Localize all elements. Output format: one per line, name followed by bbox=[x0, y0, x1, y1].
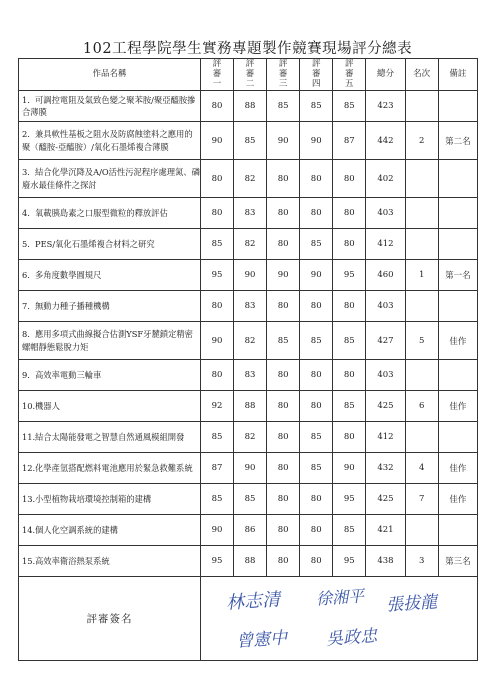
judge-score-2: 88 bbox=[234, 391, 267, 422]
judge-score-5: 80 bbox=[333, 198, 366, 229]
project-name bbox=[19, 391, 201, 422]
header-judge-label: 評審一 bbox=[212, 59, 222, 90]
table-row bbox=[19, 515, 478, 546]
judge-score-3: 80 bbox=[267, 546, 300, 577]
judge-score-3: 80 bbox=[267, 422, 300, 453]
judge-score-2: 82 bbox=[234, 229, 267, 260]
judge-score-5: 85 bbox=[333, 391, 366, 422]
judge-score-4: 90 bbox=[300, 260, 333, 291]
project-title: 結合太陽能發電之智慧自然通風模組開發 bbox=[35, 431, 185, 442]
judge-score-2: 86 bbox=[234, 515, 267, 546]
rank bbox=[405, 229, 438, 260]
project-name bbox=[19, 198, 201, 229]
table-row bbox=[19, 453, 478, 484]
signature-area bbox=[200, 577, 477, 661]
total-score: 421 bbox=[366, 515, 405, 546]
project-number: 12. bbox=[22, 462, 36, 473]
header-judge-label: 評審二 bbox=[245, 59, 255, 90]
judge-score-1: 85 bbox=[200, 229, 233, 260]
judge-score-5: 80 bbox=[333, 229, 366, 260]
judge-score-1: 80 bbox=[200, 291, 233, 322]
header-rank: 名次 bbox=[405, 59, 438, 91]
project-number: 9. bbox=[22, 369, 30, 380]
judge-score-4: 80 bbox=[300, 546, 333, 577]
table-row bbox=[19, 322, 478, 360]
judge-score-2: 88 bbox=[234, 546, 267, 577]
judge-score-5: 85 bbox=[333, 91, 366, 122]
judge-score-5: 80 bbox=[333, 360, 366, 391]
rank bbox=[405, 422, 438, 453]
judge-score-5: 85 bbox=[333, 322, 366, 360]
judge-score-1: 95 bbox=[200, 546, 233, 577]
total-score: 438 bbox=[366, 546, 405, 577]
rank: 3 bbox=[405, 546, 438, 577]
judge-score-1: 80 bbox=[200, 160, 233, 198]
rank bbox=[405, 198, 438, 229]
judge-score-4: 80 bbox=[300, 291, 333, 322]
judge-score-3: 80 bbox=[267, 229, 300, 260]
project-name bbox=[19, 360, 201, 391]
judge-score-4: 90 bbox=[300, 122, 333, 160]
total-score: 403 bbox=[366, 198, 405, 229]
remark bbox=[438, 229, 477, 260]
judge-score-3: 80 bbox=[267, 515, 300, 546]
judge-score-4: 80 bbox=[300, 484, 333, 515]
judge-score-5: 85 bbox=[333, 515, 366, 546]
project-number: 5. bbox=[22, 238, 30, 249]
judge-score-3: 80 bbox=[267, 291, 300, 322]
project-title: 機器人 bbox=[35, 400, 60, 411]
header-judge-label: 評審三 bbox=[278, 59, 288, 90]
project-title: 高效率衛浴熱泵系統 bbox=[35, 555, 110, 566]
total-score: 460 bbox=[366, 260, 405, 291]
remark bbox=[438, 515, 477, 546]
remark bbox=[438, 422, 477, 453]
table-row bbox=[19, 360, 478, 391]
project-number: 4. bbox=[22, 207, 30, 218]
remark: 佳作 bbox=[438, 322, 477, 360]
judge-score-3: 80 bbox=[267, 484, 300, 515]
total-score: 432 bbox=[366, 453, 405, 484]
judge-score-3: 80 bbox=[267, 453, 300, 484]
rank: 5 bbox=[405, 322, 438, 360]
header-judge-label: 評審四 bbox=[311, 59, 321, 90]
header-name: 作品名稱 bbox=[19, 59, 201, 91]
signature-4: 曾憲中 bbox=[235, 628, 288, 652]
rank: 2 bbox=[405, 122, 438, 160]
judge-score-3: 80 bbox=[267, 198, 300, 229]
project-title: 個人化空調系統的建構 bbox=[35, 524, 118, 535]
judge-score-3: 85 bbox=[267, 322, 300, 360]
judge-score-2: 83 bbox=[234, 291, 267, 322]
header-judge-2 bbox=[234, 59, 267, 91]
remark: 佳作 bbox=[438, 453, 477, 484]
total-score: 425 bbox=[366, 484, 405, 515]
remark: 第三名 bbox=[438, 546, 477, 577]
project-number: 8. bbox=[22, 329, 30, 340]
table-row bbox=[19, 122, 478, 160]
project-number: 14. bbox=[22, 524, 36, 535]
remark: 第二名 bbox=[438, 122, 477, 160]
remark: 佳作 bbox=[438, 484, 477, 515]
judge-score-1: 87 bbox=[200, 453, 233, 484]
judge-score-5: 80 bbox=[333, 291, 366, 322]
project-title: PES/氧化石墨烯複合材料之研究 bbox=[35, 238, 155, 249]
rank bbox=[405, 291, 438, 322]
project-title: 高效率電動三輪車 bbox=[35, 369, 102, 380]
signature-5: 吳政忠 bbox=[325, 626, 378, 650]
rank bbox=[405, 360, 438, 391]
judge-score-5: 90 bbox=[333, 453, 366, 484]
judge-score-3: 80 bbox=[267, 160, 300, 198]
project-name bbox=[19, 515, 201, 546]
signature-label: 評審簽名 bbox=[19, 577, 201, 661]
judge-score-1: 80 bbox=[200, 360, 233, 391]
signature-row bbox=[19, 577, 478, 661]
judge-score-4: 85 bbox=[300, 229, 333, 260]
project-number: 13. bbox=[22, 493, 36, 504]
project-number: 2. bbox=[22, 129, 30, 140]
judge-score-1: 85 bbox=[200, 484, 233, 515]
judge-score-5: 87 bbox=[333, 122, 366, 160]
project-name bbox=[19, 160, 201, 198]
project-title: 小型植物栽培環境控制箱的建構 bbox=[35, 493, 152, 504]
project-name bbox=[19, 453, 201, 484]
total-score: 425 bbox=[366, 391, 405, 422]
project-name bbox=[19, 291, 201, 322]
judge-score-4: 85 bbox=[300, 422, 333, 453]
judge-score-3: 80 bbox=[267, 360, 300, 391]
judge-score-1: 85 bbox=[200, 422, 233, 453]
judge-score-5: 95 bbox=[333, 484, 366, 515]
signature-1: 林志清 bbox=[225, 589, 281, 614]
judge-score-4: 85 bbox=[300, 322, 333, 360]
total-score: 403 bbox=[366, 291, 405, 322]
project-name bbox=[19, 546, 201, 577]
table-row bbox=[19, 422, 478, 453]
judge-score-1: 95 bbox=[200, 260, 233, 291]
judge-score-1: 90 bbox=[200, 515, 233, 546]
judge-score-3: 90 bbox=[267, 260, 300, 291]
judge-score-1: 90 bbox=[200, 322, 233, 360]
total-score: 427 bbox=[366, 322, 405, 360]
total-score: 442 bbox=[366, 122, 405, 160]
judge-score-1: 80 bbox=[200, 91, 233, 122]
judge-score-2: 85 bbox=[234, 484, 267, 515]
remark bbox=[438, 291, 477, 322]
table-row bbox=[19, 546, 478, 577]
remark bbox=[438, 198, 477, 229]
judge-score-2: 82 bbox=[234, 322, 267, 360]
project-title: 可調控電阻及氣致色變之聚苯胺/聚亞醯胺摻合薄膜 bbox=[22, 94, 196, 117]
remark: 佳作 bbox=[438, 391, 477, 422]
judge-score-1: 90 bbox=[200, 122, 233, 160]
judge-score-2: 83 bbox=[234, 198, 267, 229]
judge-score-2: 82 bbox=[234, 160, 267, 198]
judge-score-5: 95 bbox=[333, 546, 366, 577]
judge-score-2: 83 bbox=[234, 360, 267, 391]
judge-score-2: 82 bbox=[234, 422, 267, 453]
header-judge-label: 評審五 bbox=[345, 59, 354, 90]
judge-score-1: 80 bbox=[200, 198, 233, 229]
total-score: 423 bbox=[366, 91, 405, 122]
judge-score-4: 80 bbox=[300, 198, 333, 229]
signature-2: 徐湘平 bbox=[315, 586, 365, 609]
header-judge-3 bbox=[267, 59, 300, 91]
remark: 第一名 bbox=[438, 260, 477, 291]
table-row bbox=[19, 91, 478, 122]
project-number: 11. bbox=[22, 431, 36, 442]
judge-score-5: 80 bbox=[333, 422, 366, 453]
total-score: 403 bbox=[366, 360, 405, 391]
remark bbox=[438, 91, 477, 122]
project-name bbox=[19, 122, 201, 160]
rank: 1 bbox=[405, 260, 438, 291]
judge-score-5: 80 bbox=[333, 160, 366, 198]
project-title: 氧載胰島素之口服型微粒的釋放評估 bbox=[35, 207, 168, 218]
page-title: 102工程學院學生實務專題製作競賽現場評分總表 bbox=[82, 41, 413, 57]
header-judge-4 bbox=[300, 59, 333, 91]
remark bbox=[438, 160, 477, 198]
total-score: 412 bbox=[366, 229, 405, 260]
signature-3: 張拔龍 bbox=[385, 592, 438, 616]
total-score: 402 bbox=[366, 160, 405, 198]
judge-score-4: 80 bbox=[300, 360, 333, 391]
judge-score-4: 85 bbox=[300, 453, 333, 484]
project-title: 化學產氫搭配燃料電池應用於緊急救難系統 bbox=[35, 462, 193, 473]
judge-score-2: 90 bbox=[234, 260, 267, 291]
judge-score-4: 80 bbox=[300, 391, 333, 422]
project-number: 1. bbox=[22, 94, 30, 105]
table-row bbox=[19, 160, 478, 198]
table-row bbox=[19, 484, 478, 515]
project-name bbox=[19, 229, 201, 260]
header-remark: 備註 bbox=[438, 59, 477, 91]
header-row bbox=[19, 59, 478, 91]
project-title: 結合化學沉降及A/O活性污泥程序處理氮、磷廢水最佳條件之探討 bbox=[22, 167, 200, 190]
project-name bbox=[19, 322, 201, 360]
project-title: 多角度數學圓規尺 bbox=[35, 269, 102, 280]
table-row bbox=[19, 229, 478, 260]
judge-score-3: 80 bbox=[267, 391, 300, 422]
project-name bbox=[19, 422, 201, 453]
judge-score-4: 80 bbox=[300, 160, 333, 198]
judge-score-4: 85 bbox=[300, 91, 333, 122]
project-title: 兼具軟性基板之阻水及防腐蝕塗料之應用的聚（醯胺-亞醯胺）/氧化石墨烯複合薄膜 bbox=[22, 129, 193, 152]
project-number: 3. bbox=[22, 167, 30, 178]
header-judge-5 bbox=[333, 59, 366, 91]
rank bbox=[405, 515, 438, 546]
rank: 6 bbox=[405, 391, 438, 422]
table-row bbox=[19, 260, 478, 291]
project-title: 應用多項式曲線擬合估測YSF牙麓鎖定精密螺帽靜態鬆脫力矩 bbox=[22, 329, 193, 352]
project-number: 10. bbox=[22, 400, 36, 411]
table-row bbox=[19, 291, 478, 322]
header-judge-1 bbox=[200, 59, 233, 91]
total-score: 412 bbox=[366, 422, 405, 453]
judge-score-4: 80 bbox=[300, 515, 333, 546]
rank bbox=[405, 160, 438, 198]
judge-score-2: 90 bbox=[234, 453, 267, 484]
project-title: 無動力種子播種機構 bbox=[35, 300, 110, 311]
table-row bbox=[19, 198, 478, 229]
project-number: 15. bbox=[22, 555, 36, 566]
project-number: 7. bbox=[22, 300, 30, 311]
project-name bbox=[19, 91, 201, 122]
judge-score-1: 92 bbox=[200, 391, 233, 422]
judge-score-2: 88 bbox=[234, 91, 267, 122]
judge-score-3: 85 bbox=[267, 91, 300, 122]
project-name bbox=[19, 260, 201, 291]
project-name bbox=[19, 484, 201, 515]
score-table-body bbox=[19, 91, 478, 577]
project-number: 6. bbox=[22, 269, 30, 280]
header-total: 總分 bbox=[366, 59, 405, 91]
table-row bbox=[19, 391, 478, 422]
rank bbox=[405, 91, 438, 122]
rank: 7 bbox=[405, 484, 438, 515]
judge-score-5: 95 bbox=[333, 260, 366, 291]
remark bbox=[438, 360, 477, 391]
judge-score-3: 90 bbox=[267, 122, 300, 160]
rank: 4 bbox=[405, 453, 438, 484]
score-table bbox=[18, 58, 478, 661]
judge-score-2: 85 bbox=[234, 122, 267, 160]
